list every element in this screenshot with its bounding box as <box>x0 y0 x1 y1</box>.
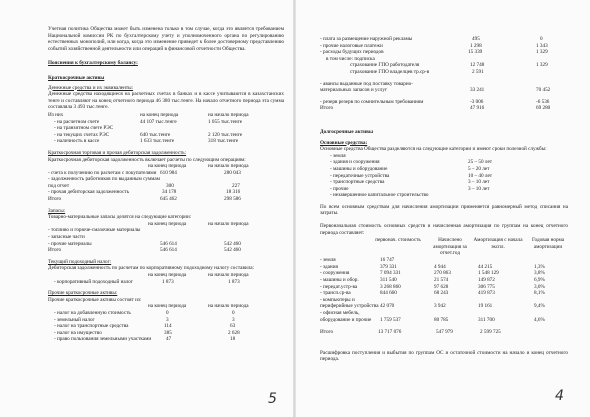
table-row <box>320 264 568 271</box>
fixed-assets-table <box>320 257 568 323</box>
table-row: - топливо и горюче-смазочные материалы <box>48 227 141 234</box>
fixed-assets-table-header: первонач. стоимость Начислено амортизация за отчет.год Амортизация с начала экспл. Годовая норма амортизации <box>375 237 565 257</box>
row-label: - трансп.ср-ва <box>320 290 351 297</box>
table-row: под отчет 300 227 <box>48 182 240 189</box>
row-value: 3 942 <box>434 303 446 310</box>
short-assets-heading: Краткосрочные активы <box>48 74 105 81</box>
table-row <box>320 310 568 317</box>
row-value: 19 161 <box>478 303 493 310</box>
row-value: 1,3% <box>534 263 545 270</box>
table-row: - налог на транспортные средства 114 63 <box>54 323 236 330</box>
left-page <box>48 26 284 343</box>
row-value: 4 944 <box>434 263 446 270</box>
table-row: - плата за размещение наружной рекламы 495 0 <box>320 36 543 42</box>
other-assets-title: Прочие краткосрочные активы: <box>48 290 118 297</box>
table-row: - на транзитном счете РЭС <box>54 125 114 132</box>
other-assets-header: на конец периода на начало периода <box>148 303 249 310</box>
row-value: 97 628 <box>434 283 449 290</box>
row-value: 42 070 <box>380 303 395 310</box>
cash-text: Денежные средства находящиеся на расчетных счетах в банках и в кассе учитываются в казахстанских тенге и составляют на конец отчетного периода 46 380 тыс.тенге. На начало отчетного периода эта сумма составляла 3 493 тыс.тенге. <box>48 91 284 111</box>
list-item: - здания и сооружения 25 – 50 лет <box>330 159 493 166</box>
row-label: - земля <box>320 257 336 264</box>
row-value: 3 268 860 <box>380 283 401 290</box>
table-row: - счета к получению по расчетам с покупателями 610 984 280 043 <box>48 169 241 176</box>
row-label: оборудование и прочие <box>320 316 372 323</box>
table-row: - запасные части <box>48 234 85 241</box>
row-label: - здания <box>320 263 338 270</box>
table-row <box>320 257 568 264</box>
table-row: материальных запасов и услуг 33 241 70 452 <box>320 87 551 94</box>
row-label: периферийные устройства <box>320 303 379 310</box>
section-heading: Пояснения к бухгалтерскому балансу: <box>48 60 138 67</box>
page-fold <box>293 0 296 417</box>
page-number-right: 4 <box>555 388 564 404</box>
table-row <box>320 317 568 324</box>
row-value: 7 094 331 <box>380 270 401 277</box>
table-row: - право пользования земельными участками 47 18 <box>54 336 236 343</box>
table-row: - земельный налог 3 3 <box>54 316 235 323</box>
list-item: - транспортные средства 3 – 10 лет <box>330 179 490 186</box>
table-row <box>320 277 568 284</box>
table-row: - на текущих счетах РЭС 640 тыс.тенге 2 120 тыс.тенге <box>54 131 243 138</box>
inventory-header: на конец периода на начало периода <box>148 220 249 227</box>
row-value: 270 863 <box>434 270 451 277</box>
row-value: 3,0% <box>534 283 545 290</box>
right-page <box>320 36 568 369</box>
table-row: в том числе: подписка <box>326 55 375 62</box>
row-value: 9,4% <box>534 303 545 310</box>
depreciation-text: По всем основным средствам для начисления амортизации применяется равномерный метод списания на затраты. <box>320 203 568 217</box>
row-label: - офисная мебель, <box>320 310 360 316</box>
row-label: - компьютеры и <box>320 296 355 303</box>
row-value: 44 215 <box>478 263 493 270</box>
row-value: 1 759 537 <box>380 316 401 323</box>
cash-title: Денежные средства и их эквиваленты: <box>48 84 134 91</box>
tax-title: Текущий подоходный налог: <box>48 258 112 265</box>
intro-paragraph: Учетная политика Общества может быть изменена только в том случае, когда это является требованием Национальной комиссии РК по бухгалтерскому учету и уполномоченного органа по регулированию естественных монополий, или когда, когда это изменение приведет к более достоверному представлению событий хозяйственной деятельности или операций в финансовой отчетности Общества. <box>48 26 284 52</box>
list-item: - передаточные устройства 10 – 40 лет <box>330 172 493 179</box>
fixed-assets-text: Основные средства Общества разделяются на следующие категории и имеют сроки полезной службы: <box>320 146 547 153</box>
table-row: - авансы выданные под поставку товарно- <box>320 80 413 87</box>
long-assets-heading: Долгосрочные активы <box>320 128 374 135</box>
table-row: - налог на имущество 385 2 628 <box>54 329 240 336</box>
table-intro: Первоначальная стоимость основных средств и начисленная амортизация по группам на конец отчетного периода составляет: <box>320 223 568 236</box>
table-row: страхование ГПО работодателя 12 748 1 329 <box>350 62 548 69</box>
page-number-left: 5 <box>268 391 277 407</box>
table-row <box>320 303 568 310</box>
table-row <box>320 284 568 291</box>
receivables-text: Краткосрочная дебиторская задолженность включает расчеты по следующим операциям: <box>48 156 246 163</box>
table-row: - прочие материалы 546 614 542 460 <box>48 240 241 247</box>
other-assets-text: Прочие краткосрочные активы состоят из: <box>48 296 142 303</box>
table-row: Итого 645 462 298 586 <box>48 196 241 203</box>
tax-text: Дебиторская задолженность по расчетам по корпоративному подоходному налогу составила: <box>48 265 255 272</box>
row-value: 379 331 <box>380 263 397 270</box>
table-total-row: Итого 13 717 076 547 979 2 599 725 <box>320 329 501 336</box>
list-item: - земля <box>330 152 346 159</box>
table-row: - задолженность работников по выданным суммам <box>48 176 160 183</box>
row-value: 21 574 <box>434 277 449 284</box>
table-row: Итого 546 614 542 460 <box>48 247 241 254</box>
row-label: - передат.устр-ва <box>320 283 358 290</box>
table-row: - резерв резерв по сомнительным требованиям -3 006 -6 536 <box>320 98 550 105</box>
table-row: - прочая дебиторская задолженность 34 178 18 316 <box>48 189 241 196</box>
fixed-assets-title: Основные средства: <box>320 139 368 146</box>
row-value: 311 540 <box>380 277 397 284</box>
row-value: 844 660 <box>380 290 397 297</box>
row-label: - сооружения <box>320 270 350 277</box>
row-value: 149 872 <box>478 277 495 284</box>
inventory-title: Запасы: <box>48 207 66 214</box>
table-row: - наличность в кассе 1 633 тыс.тенге 318 тыс.тенге <box>54 138 239 145</box>
row-value: 311 700 <box>478 316 495 323</box>
list-item: - незавершенное капитальное строительство <box>330 192 429 199</box>
row-value: 80 785 <box>434 316 449 323</box>
list-item: - машины и оборудование 5 – 20 лет <box>330 165 490 172</box>
tax-header: на конец периода на начало периода <box>148 272 249 278</box>
row-value: 306 775 <box>478 283 495 290</box>
row-value: 3,8% <box>534 270 545 277</box>
inventory-text: Товарно-материальные запасы делятся на следующие категории: <box>48 214 192 221</box>
table-row: - на расчетном счете 44 107 тыс.тенге 1 055 тыс.тенге <box>54 118 243 125</box>
row-label: - машины и обор. <box>320 277 359 284</box>
row-value: 1 548 129 <box>478 270 499 277</box>
receivables-header: на конец периода на начало периода <box>148 163 249 170</box>
closing-text: Расшифровка поступления и выбытия по группам ОС и остаточной стоимости на начало и конец отчетного периода. <box>320 349 568 363</box>
table-row: страхование ГПО владелцев тр.ср-в 2 591 <box>350 68 484 75</box>
table-row: - налог на добавленную стоимость 0 0 <box>54 309 235 316</box>
receivables-title: Краткосрочная торговая и прочая дебиторская задолженность: <box>48 149 187 156</box>
row-value: 4,6% <box>534 316 545 323</box>
row-value: 16 747 <box>380 257 395 264</box>
table-row: - расходы будущих периодов 15 339 1 329 <box>320 49 548 56</box>
row-value: 68 243 <box>434 290 449 297</box>
list-item: - прочие 3 – 10 лет <box>330 185 490 192</box>
table-row: Итого 47 916 69 280 <box>320 105 551 112</box>
table-row: - прочие налоговые платежи 1 298 1 343 <box>320 42 548 49</box>
table-row <box>320 290 568 297</box>
table-row: - корпоративный подоходный налог 1 873 1 873 <box>54 278 240 285</box>
row-value: 419 873 <box>478 290 495 297</box>
row-value: 8,1% <box>534 290 545 297</box>
cash-header: Из них на конец периода на начало периода <box>48 111 249 118</box>
row-value: 6,9% <box>534 277 545 284</box>
